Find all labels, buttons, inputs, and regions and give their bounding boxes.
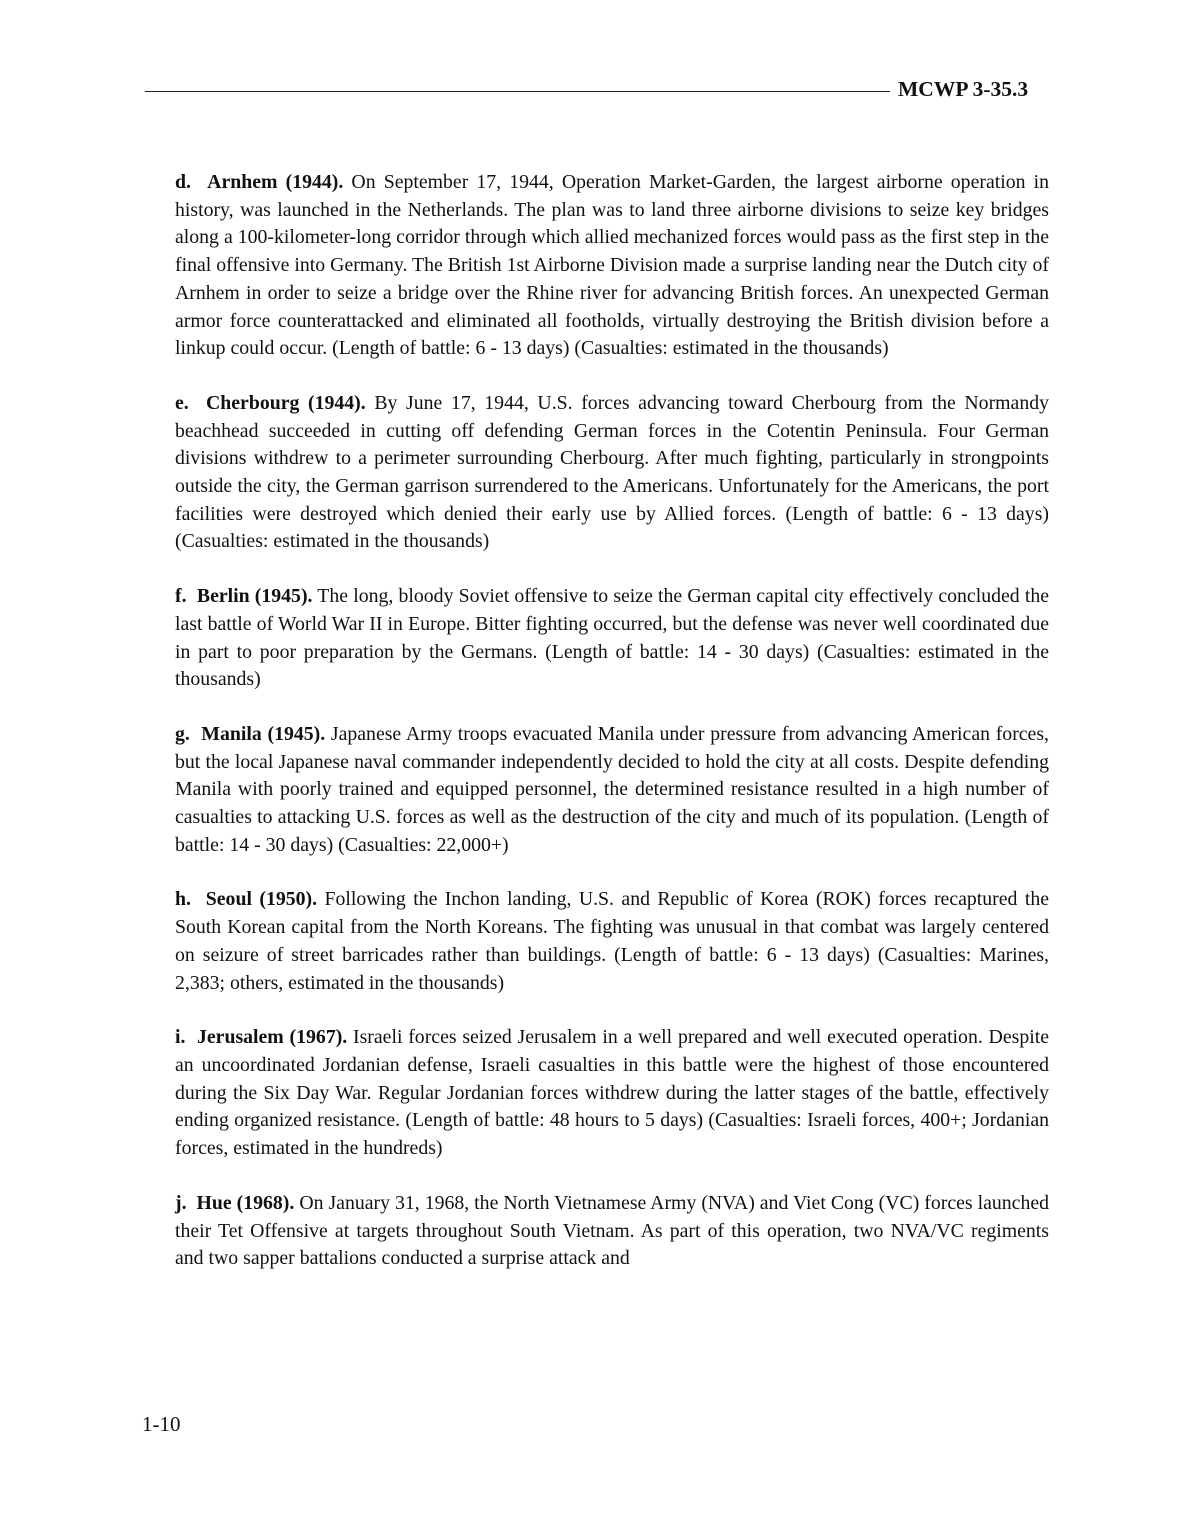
header-rule xyxy=(145,91,890,92)
paragraph-hue xyxy=(175,1190,1049,1273)
paragraph-text: On January 31, 1968, the North Vietnamese Army (NVA) and Viet Cong (VC) forces launched their Tet Offensive at targets throughout South Vietnam. As part of this operation, two NVA/VC regiments and two sapper battalions conducted a surprise attack and xyxy=(175,1191,1050,1270)
paragraph-heading: h. Seoul (1950). xyxy=(175,888,318,911)
paragraph-heading: i. Jerusalem (1967). xyxy=(175,1026,348,1049)
paragraph-heading: g. Manila (1945). xyxy=(175,722,326,745)
paragraph-text: Following the Inchon landing, U.S. and Republic of Korea (ROK) forces recaptured the South Korean capital from the North Koreans. The fighting was unusual in that combat was largely centered on seizure of street barricades rather than buildings. (Length of battle: 6 - 13 days) (Casualties: Marines, 2,383; others, estimated in the thousands) xyxy=(175,888,1049,994)
document-id: MCWP 3-35.3 xyxy=(898,77,1029,101)
paragraph-berlin xyxy=(175,583,1049,694)
paragraph-text: On September 17, 1944, Operation Market-Garden, the largest airborne operation in history, was launched in the Netherlands. The plan was to land three airborne divisions to seize key bridges along a 100-kilometer-long corridor through which allied mechanized forces would pass as the first step in the final offensive into Germany. The British 1st Airborne Division made a surprise landing near the Dutch city of Arnhem in order to seize a bridge over the Rhine river for advancing British forces. An unexpected German armor force counterattacked and eliminated all footholds, virtually destroying the British division before a linkup could occur. (Length of battle: 6 - 13 days) (Casualties: estimated in the thousands) xyxy=(175,171,1049,360)
page-number: 1-10 xyxy=(142,1412,181,1436)
paragraph-arnhem xyxy=(175,169,1049,363)
paragraph-text: The long, bloody Soviet offensive to seize the German capital city effectively concluded the last battle of World War II in Europe. Bitter fighting occurred, but the defense was never well coordinated due in part to poor preparation by the Germans. (Length of battle: 14 - 30 days) (Casualties: estimated in the thousands) xyxy=(175,585,1049,691)
paragraph-heading: d. Arnhem (1944). xyxy=(175,171,344,193)
paragraph-seoul xyxy=(175,886,1049,997)
paragraph-heading: f. Berlin (1945). xyxy=(175,585,313,608)
paragraph-heading: j. Hue (1968). xyxy=(175,1191,295,1214)
paragraph-text: By June 17, 1944, U.S. forces advancing toward Cherbourg from the Normandy beachhead succeeded in cutting off defending German forces in the Cotentin Peninsula. Four German divisions withdrew to a perimeter surrounding Cherbourg. After much fighting, particularly in strongpoints outside the city, the German garrison surrendered to the Americans. Unfortunately for the Americans, the port facilities were destroyed which denied their early use by Allied forces. (Length of battle: 6 - 13 days) (Casualties: estimated in the thousands) xyxy=(175,391,1049,553)
paragraph-manila xyxy=(175,721,1049,860)
paragraph-jerusalem xyxy=(175,1024,1049,1163)
paragraph-text: Israeli forces seized Jerusalem in a well prepared and well executed operation. Despite an uncoordinated Jordanian defense, Israeli casualties in this battle were the highest of those encountered during the Six Day War. Regular Jordanian forces withdrew during the latter stages of the battle, effectively ending organized resistance. (Length of battle: 48 hours to 5 days) (Casualties: Israeli forces, 400+; Jordanian forces, estimated in the hundreds) xyxy=(175,1026,1049,1160)
paragraph-heading: e. Cherbourg (1944). xyxy=(175,391,366,414)
paragraph-cherbourg xyxy=(175,390,1049,556)
document-body xyxy=(175,169,1049,1300)
paragraph-text: Japanese Army troops evacuated Manila under pressure from advancing American forces, but the local Japanese naval commander independently decided to hold the city at all costs. Despite defending Manila with poorly trained and equipped personnel, the determined resistance resulted in a high number of casualties to attacking U.S. forces as well as the destruction of the city and much of its population. (Length of battle: 14 - 30 days) (Casualties: 22,000+) xyxy=(175,722,1049,856)
